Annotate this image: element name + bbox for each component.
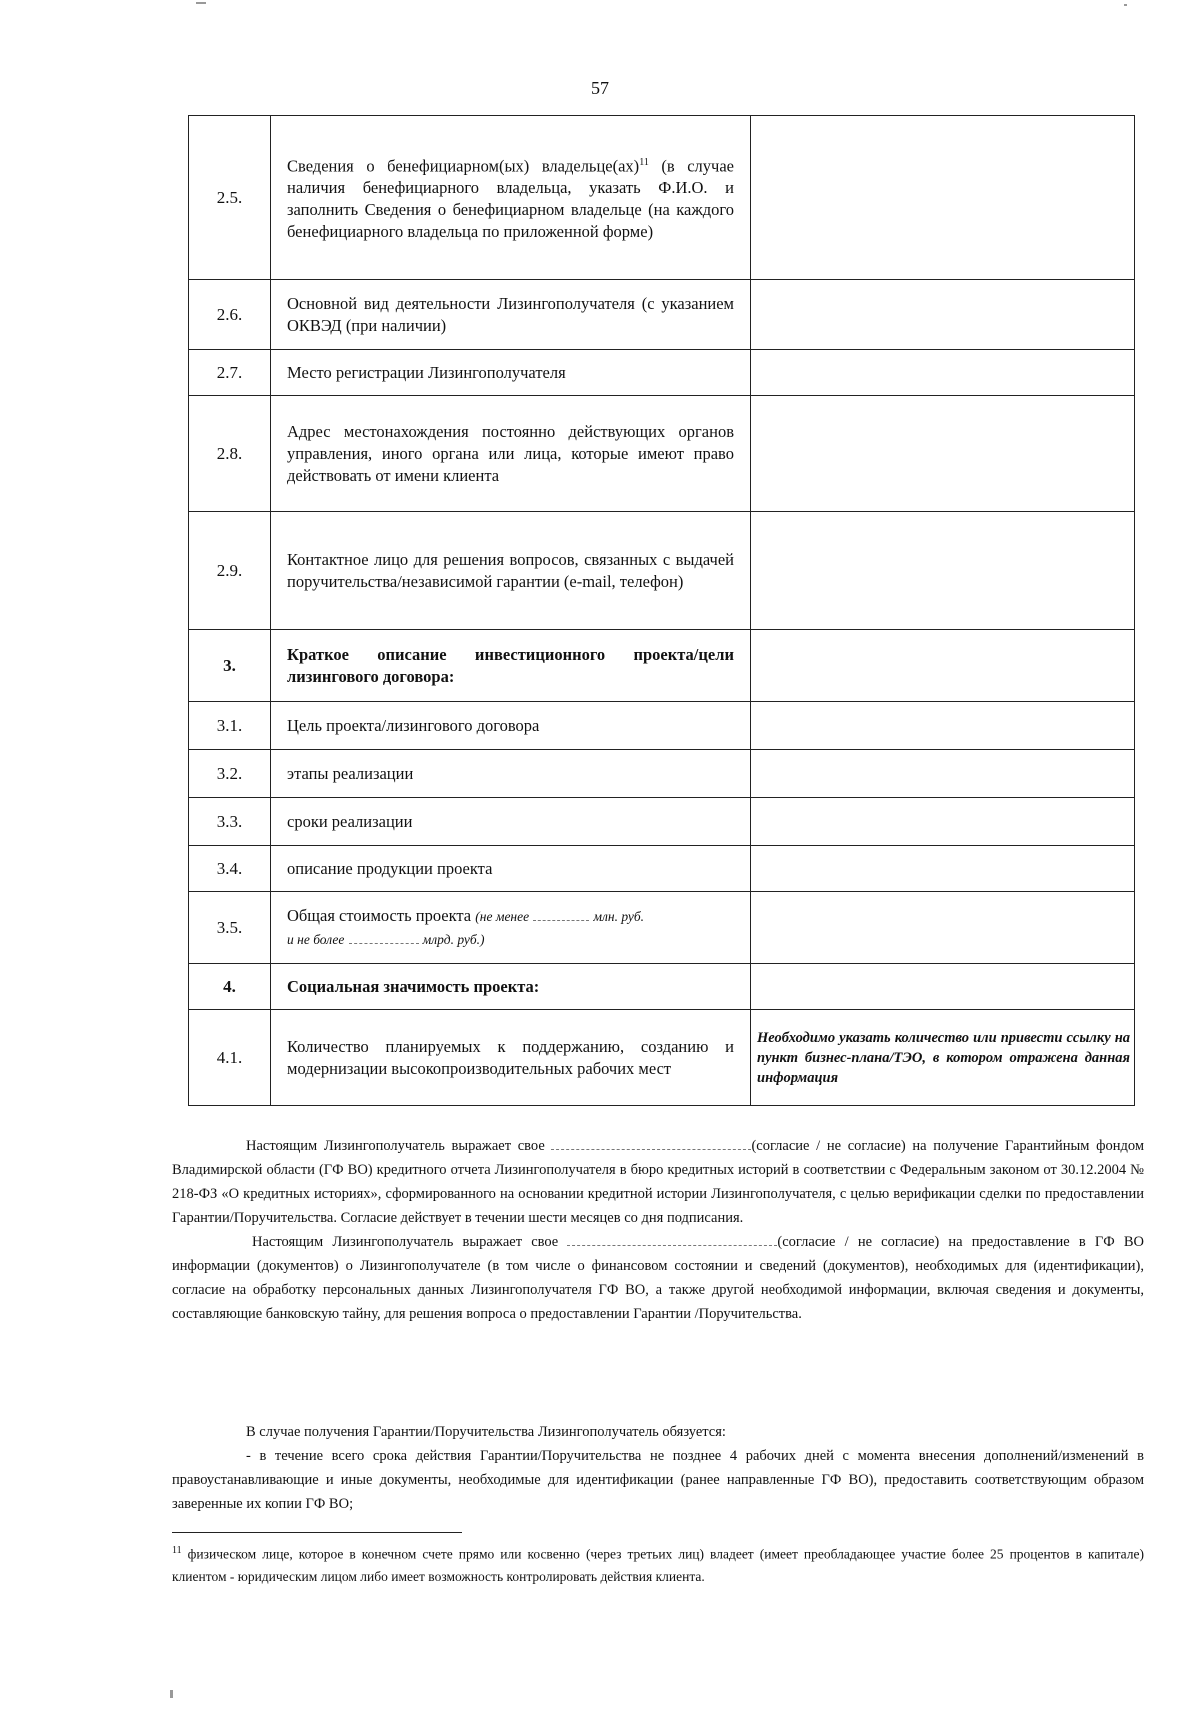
row-number: 2.5.	[189, 116, 271, 280]
table-row	[189, 396, 1135, 512]
row-number: 3.4.	[189, 846, 271, 892]
consent-credit-report-paragraph: Настоящим Лизингополучатель выражает свое (согласие / не согласие) на получение Гарантийным фондом Владимирской области (ГФ ВО) кредитного отчета Лизингополучателя в бюро кредитных историй в соответствии с Федеральным законом от 30.12.2004 № 218-ФЗ «О кредитных историях», сформированного на основании кредитной истории Лизингополучателя, с целью верификации сделки по предоставлении Гарантии/Поручительства. Согласие действует в течении шести месяцев со дня подписания.	[172, 1134, 1144, 1230]
obligation-item: - в течение всего срока действия Гарантии/Поручительства не позднее 4 рабочих дней с момента внесения дополнений/изменений в правоустанавливающие и иные документы, необходимые для идентификации (ранее направленные ГФ ВО), предоставить соответствующим образом заверенные их копии ГФ ВО;	[172, 1448, 1144, 1512]
row-label: Количество планируемых к поддержанию, созданию и модернизации высокопроизводительных рабочих мест	[271, 1010, 751, 1106]
application-form-table	[188, 115, 1135, 1106]
cost-note-unit-mlrd: млрд. руб.)	[422, 931, 485, 947]
scan-speck	[196, 2, 206, 4]
obligations-section	[172, 1420, 1144, 1516]
table-row	[189, 798, 1135, 846]
row-label: Основной вид деятельности Лизингополучателя (с указанием ОКВЭД (при наличии)	[271, 280, 751, 350]
row-value-note: Необходимо указать количество или привести ссылку на пункт бизнес-плана/ТЭО, в котором отражена данная информация	[751, 1010, 1135, 1106]
row-value-cell[interactable]	[751, 892, 1135, 964]
scan-speck	[170, 1690, 173, 1698]
table-row	[189, 702, 1135, 750]
row-number: 4.	[189, 964, 271, 1010]
row-number: 3.5.	[189, 892, 271, 964]
min-cost-blank[interactable]	[533, 906, 589, 921]
consent-data-paragraph: Настоящим Лизингополучатель выражает свое (согласие / не согласие) на предоставление в ГФ ВО информации (документов) о Лизингополучателе (в том числе о финансовом состоянии и сведений (документов), необходимых для (идентификации), согласие на обработку персональных данных Лизингополучателя ГФ ВО, а также другой необходимой информации, включая сведения и документы, составляющие банковскую тайну, для решения вопроса о предоставлении Гарантии /Поручительства.	[172, 1230, 1144, 1326]
cost-note-unit-mln: млн. руб.	[593, 908, 645, 924]
consent-data-blank[interactable]	[567, 1231, 777, 1246]
row-label: Цель проекта/лизингового договора	[271, 702, 751, 750]
table-row	[189, 116, 1135, 280]
scan-speck	[1124, 4, 1127, 6]
table-row	[189, 280, 1135, 350]
footnote-separator	[172, 1532, 462, 1533]
row-value-cell[interactable]	[751, 396, 1135, 512]
table-row	[189, 846, 1135, 892]
row-value-cell[interactable]	[751, 350, 1135, 396]
row-label: Сведения о бенефициарном(ых) владельце(ах)$^{11}$ (в случае наличия бенефициарного владельца, указать Ф.И.О. и заполнить Сведения о бенефициарном владельце (на каждого бенефициарного владельца по приложенной форме)	[271, 116, 751, 280]
table-row	[189, 512, 1135, 630]
row-label: сроки реализации	[271, 798, 751, 846]
row-number: 3.2.	[189, 750, 271, 798]
row-value-cell[interactable]	[751, 750, 1135, 798]
cost-note-max: и не более	[287, 931, 345, 947]
row-value-cell[interactable]	[751, 798, 1135, 846]
row-label: описание продукции проекта	[271, 846, 751, 892]
obligations-intro: В случае получения Гарантии/Поручительства Лизингополучатель обязуется:	[246, 1424, 726, 1440]
row-number: 3.3.	[189, 798, 271, 846]
row-value-cell[interactable]	[751, 116, 1135, 280]
row-number: 2.7.	[189, 350, 271, 396]
row-value-cell[interactable]	[751, 280, 1135, 350]
row-value-cell[interactable]	[751, 630, 1135, 702]
section-heading: Социальная значимость проекта:	[271, 964, 751, 1010]
row-number: 2.9.	[189, 512, 271, 630]
row-label: Место регистрации Лизингополучателя	[271, 350, 751, 396]
table-row	[189, 1010, 1135, 1106]
row-value-cell[interactable]	[751, 846, 1135, 892]
row-label: этапы реализации	[271, 750, 751, 798]
footnote-text: физическом лице, которое в конечном счете прямо или косвенно (через третьих лиц) владеет (имеет преобладающее участие более 25 процентов в капитале) клиентом - юридическим лицом либо имеет возможность контролировать действия клиента.	[172, 1546, 1145, 1584]
row-label: Адрес местонахождения постоянно действующих органов управления, иного органа или лица, которые имеют право действовать от имени клиента	[271, 396, 751, 512]
row-number: 3.	[189, 630, 271, 702]
section-heading: Краткое описание инвестиционного проекта/цели лизингового договора:	[271, 630, 751, 702]
row-number: 2.8.	[189, 396, 271, 512]
row-number: 4.1.	[189, 1010, 271, 1106]
row-number: 2.6.	[189, 280, 271, 350]
row-number: 3.1.	[189, 702, 271, 750]
table-row	[189, 892, 1135, 964]
footnote-ref: 11	[639, 156, 649, 168]
footnote-number: 11	[172, 1545, 182, 1556]
table-row	[189, 750, 1135, 798]
footnote	[172, 1540, 1144, 1588]
page-number: 57	[591, 78, 609, 98]
max-cost-blank[interactable]	[349, 929, 419, 944]
consent-section	[172, 1134, 1144, 1326]
row-label: Общая стоимость проекта (не менее млн. руб. и не более млрд. руб.)	[271, 892, 751, 964]
row-label: Контактное лицо для решения вопросов, связанных с выдачей поручительства/независимой гарантии (e-mail, телефон)	[271, 512, 751, 630]
row-value-cell[interactable]	[751, 512, 1135, 630]
table-row	[189, 964, 1135, 1010]
row-value-cell[interactable]	[751, 964, 1135, 1010]
consent-credit-report-blank[interactable]	[551, 1135, 751, 1150]
row-value-cell[interactable]	[751, 702, 1135, 750]
table-row	[189, 350, 1135, 396]
cost-note-min: (не менее	[475, 908, 530, 924]
table-row	[189, 630, 1135, 702]
